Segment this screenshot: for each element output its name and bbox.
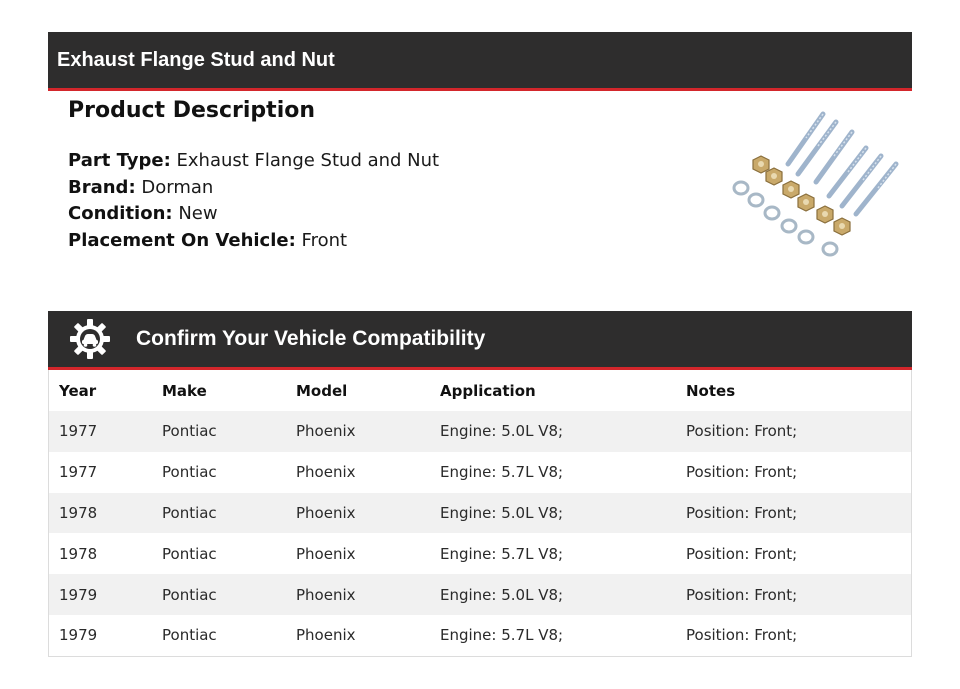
- table-row: [49, 452, 911, 493]
- cell-application: Engine: 5.0L V8;: [430, 574, 676, 615]
- cell-model: Phoenix: [286, 574, 430, 615]
- spec-value: Front: [301, 229, 348, 251]
- cell-notes: Position: Front;: [686, 463, 798, 482]
- table-row: [49, 615, 911, 656]
- column-header-model: Model: [296, 381, 348, 400]
- product-title: Exhaust Flange Stud and Nut: [57, 48, 335, 71]
- cell-notes: Position: Front;: [676, 411, 911, 452]
- spec-value: New: [178, 203, 218, 224]
- compatibility-table-container: [48, 370, 912, 657]
- spec-list: [68, 148, 439, 254]
- spec-label: Placement On Vehicle:: [68, 229, 296, 251]
- cell-notes: Position: Front;: [676, 493, 911, 534]
- spec-value: Dorman: [141, 176, 214, 198]
- cell-year: 1979: [59, 626, 98, 645]
- gear-car-icon: [68, 317, 112, 361]
- spec-value: Exhaust Flange Stud and Nut: [176, 150, 440, 171]
- cell-year: 1978: [49, 493, 152, 534]
- cell-make: Pontiac: [162, 544, 217, 563]
- table-row: [49, 533, 911, 574]
- product-title-bar: [48, 32, 912, 91]
- description-heading: Product Description: [68, 98, 316, 123]
- table-row: [49, 574, 911, 615]
- cell-application: Engine: 5.7L V8;: [440, 626, 564, 645]
- cell-application: Engine: 5.7L V8;: [440, 544, 564, 563]
- cell-year: 1977: [59, 463, 98, 482]
- column-header-notes: Notes: [686, 381, 736, 400]
- spec-condition: [68, 201, 439, 228]
- product-image: [726, 106, 906, 266]
- cell-make: Pontiac: [152, 411, 286, 452]
- cell-model: Phoenix: [286, 493, 430, 534]
- cell-application: Engine: 5.7L V8;: [440, 463, 564, 482]
- cell-application: Engine: 5.0L V8;: [430, 411, 676, 452]
- cell-year: 1979: [49, 574, 152, 615]
- cell-make: Pontiac: [152, 574, 286, 615]
- spec-label: Part Type:: [68, 150, 171, 171]
- column-header-make: Make: [162, 381, 207, 400]
- spec-placement: [68, 228, 439, 255]
- compatibility-bar: [48, 311, 912, 370]
- cell-notes: Position: Front;: [686, 626, 798, 645]
- spec-brand: [68, 175, 439, 202]
- cell-model: Phoenix: [296, 463, 356, 482]
- table-row: [49, 411, 911, 452]
- table-header-row: [49, 370, 911, 411]
- cell-model: Phoenix: [296, 544, 356, 563]
- cell-make: Pontiac: [162, 626, 217, 645]
- spec-label: Condition:: [68, 203, 173, 224]
- cell-year: 1977: [49, 411, 152, 452]
- cell-model: Phoenix: [286, 411, 430, 452]
- cell-notes: Position: Front;: [676, 574, 911, 615]
- cell-year: 1978: [59, 544, 98, 563]
- cell-model: Phoenix: [296, 626, 356, 645]
- cell-make: Pontiac: [152, 493, 286, 534]
- cell-make: Pontiac: [162, 463, 217, 482]
- product-description: [68, 98, 439, 254]
- compatibility-table: [49, 370, 911, 656]
- compatibility-title: Confirm Your Vehicle Compatibility: [136, 327, 486, 350]
- table-row: [49, 493, 911, 534]
- spec-part-type: [68, 148, 439, 175]
- cell-notes: Position: Front;: [686, 544, 798, 563]
- spec-label: Brand:: [68, 176, 136, 198]
- cell-application: Engine: 5.0L V8;: [430, 493, 676, 534]
- column-header-year: Year: [59, 381, 97, 400]
- column-header-application: Application: [440, 381, 536, 400]
